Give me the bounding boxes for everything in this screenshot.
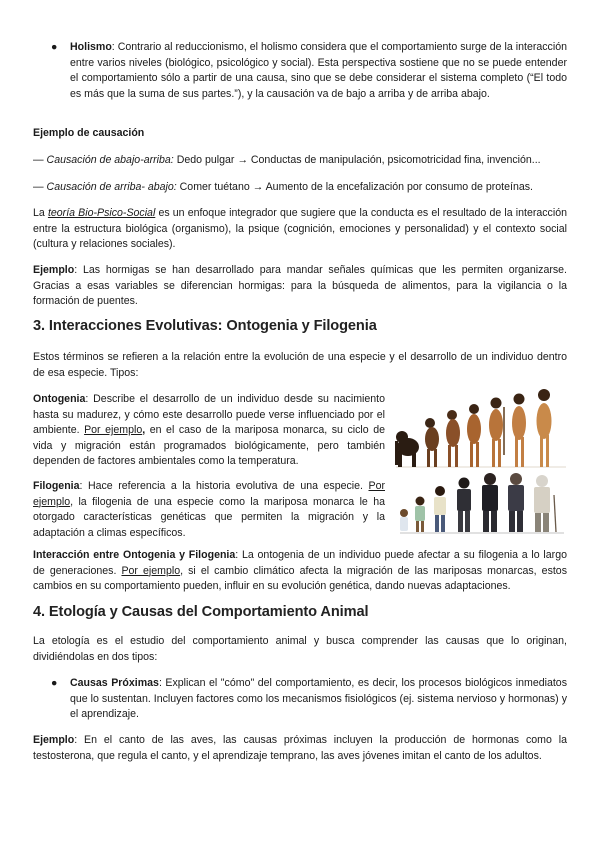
- hominid-figure-4: [489, 398, 504, 468]
- interaccion-example-link[interactable]: Por ejemplo: [121, 564, 181, 577]
- adult-figure: [482, 473, 498, 532]
- ejemplo-hormigas-paragraph: Ejemplo: Las hormigas se han desarrollado para mandar señales químicas que les permiten organizarse. Gracias a esas variables se diferencian hormigas: para la búsqueda de alimentos, para la vigilancia o la formación de puentes.: [33, 264, 567, 307]
- bullet-icon: ●: [51, 677, 58, 689]
- ontogenia-paragraph: Ontogenia: Describe el desarrollo de un individuo desde su nacimiento hasta su madurez, y cómo este desarrollo puede verse influenciado por el ambiente. Por ejemplo, en el caso de la mariposa monarca, su ciclo de vida y migración están programados biológicamente, pero también dependen de factores ambientales como la temperatura.: [33, 393, 386, 467]
- hominid-figure-5: [512, 394, 526, 468]
- bullet-icon: ●: [51, 41, 58, 53]
- ontogenia-example-link[interactable]: Por ejemplo: [84, 424, 143, 436]
- filogenia-paragraph: Filogenia: Hace referencia a la historia evolutiva de una especie. Por ejemplo, la filogenia de una especie como la mariposa monarca le ha otorgado características genéticas que permiten la migración y la adaptación a climas específicos.: [33, 480, 385, 539]
- ejemplo-aves-paragraph: Ejemplo: En el canto de las aves, las causas próximas incluyen la producción de hormonas como la testosterona, que regula el canto, y el aprendizaje temprano, las aves jóvenes imitan el canto de los adultos.: [33, 734, 567, 762]
- modern-human-figure: [537, 389, 552, 467]
- holismo-paragraph: [70, 40, 567, 102]
- causation-line-1: — Causación de abajo-arriba: Dedo pulgar → Conductas de manipulación, psicomotricidad fina, invención...: [33, 154, 541, 166]
- older-child-figure: [434, 486, 446, 532]
- hominid-figure-3: [467, 404, 481, 467]
- middle-aged-figure: [508, 473, 524, 532]
- evolution-ontogeny-illustration: [392, 385, 570, 543]
- section-3-intro: Estos términos se refieren a la relación entre la evolución de una especie y el desarrollo de un individuo dentro de esa especie. Tipos:: [33, 351, 567, 379]
- holismo-text: : Contrario al reduccionismo, el holismo considera que el comportamiento surge de la interacción entre varios niveles (biológico, psicológico y social). Esta perspectiva sostiene que no se puede entender el comportamiento sólo a partir de una causa, sino que se debe considerar el sistema completo (“El todo es más que la suma de sus partes.”), y la causación va de bajo a arriba y de arriba abajo.: [70, 41, 567, 100]
- ape-figure: [395, 431, 419, 467]
- ontogeny-row: [400, 473, 564, 533]
- causas-proximas-paragraph: Causas Próximas: Explican el "cómo" del comportamiento, es decir, los procesos biológicos inmediatos que lo sustentan. Incluyen factores como los mecanismos fisiológicos (ej. sistema nervioso y hormonas) y el aprendizaje.: [70, 677, 567, 720]
- section-3-heading: 3. Interacciones Evolutivas: Ontogenia y Filogenia: [33, 318, 377, 334]
- infant-figure: [400, 509, 408, 531]
- causation-line-2: — Causación de arriba- abajo: Comer tuétano → Aumento de la encefalización por consumo de proteínas.: [33, 181, 533, 193]
- holismo-term: Holismo: [70, 41, 112, 53]
- elderly-figure: [534, 475, 556, 532]
- ejemplo-causacion-title: Ejemplo de causación: [33, 127, 145, 139]
- filogenia-example-link[interactable]: Por ejemplo: [33, 480, 385, 508]
- section-4-intro: La etología es el estudio del comportamiento animal y busca comprender las causas que lo originan, dividiéndolas en dos tipos:: [33, 635, 567, 663]
- evolution-row: [395, 389, 566, 467]
- section-4-heading: 4. Etología y Causas del Comportamiento Animal: [33, 604, 369, 620]
- child-figure: [415, 497, 425, 533]
- bio-psico-social-paragraph: La teoría Bio-Psico-Social es un enfoque integrador que sugiere que la conducta es el resultado de la interacción entre la estructura biológica (organismo), la psique (cognición, emociones y personalidad) y el contexto social (cultura y relaciones sociales).: [33, 207, 567, 250]
- hominid-figure-2: [446, 410, 460, 467]
- interaccion-paragraph: Interacción entre Ontogenia y Filogenia: La ontogenia de un individuo puede afectar a su filogenia a lo largo de generaciones. Por ejemplo, si el cambio climático afecta la migración de las mariposas monarcas, estos cambios en su comportamiento pueden, influir en su evolución genética, dando nuevas adaptaciones.: [33, 549, 567, 592]
- bio-psico-social-link[interactable]: teoría Bio-Psico-Social: [47, 207, 156, 219]
- hominid-figure-1: [425, 418, 439, 467]
- teen-figure: [457, 478, 471, 533]
